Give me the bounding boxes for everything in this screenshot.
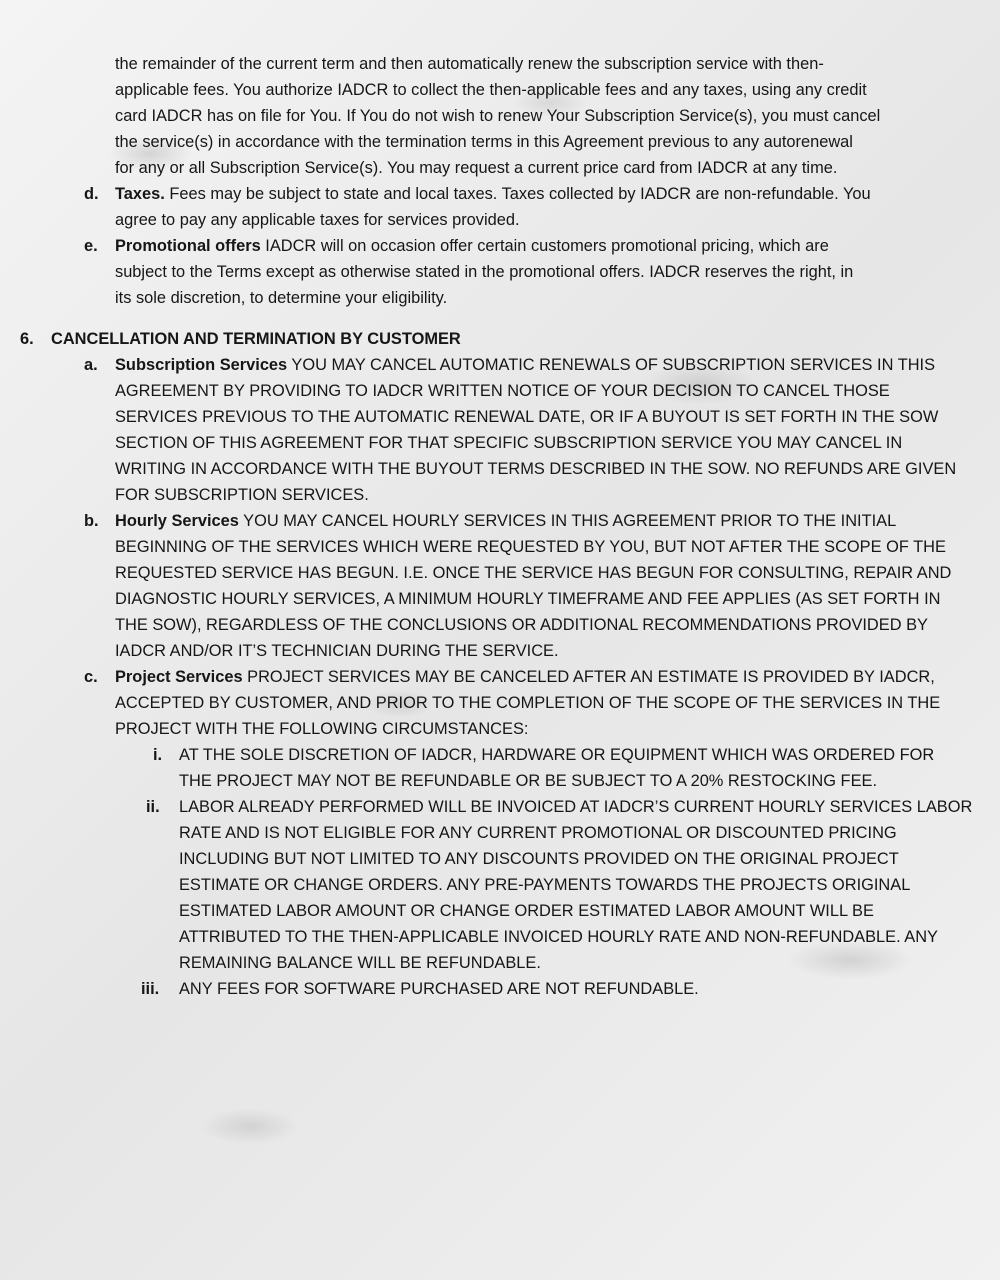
item-text: YOU MAY CANCEL HOURLY SERVICES IN THIS AGREEMENT PRIOR TO THE INITIAL xyxy=(238,512,897,530)
item-text: YOU MAY CANCEL AUTOMATIC RENEWALS OF SUBSCRIPTION SERVICES IN THIS xyxy=(287,356,936,374)
list-marker: e. xyxy=(84,237,98,255)
section-number: 6. xyxy=(20,330,34,348)
list-item-subscription-services xyxy=(115,352,935,378)
item-text: PROJECT SERVICES MAY BE CANCELED AFTER AN ESTIMATE IS PROVIDED BY IADCR, xyxy=(242,668,935,686)
paragraph-line: card IADCR has on file for You. If You do not wish to renew Your Subscription Service(s), you must cancel xyxy=(115,107,881,125)
paragraph-line: FOR SUBSCRIPTION SERVICES. xyxy=(115,486,369,504)
sublist-item-line: LABOR ALREADY PERFORMED WILL BE INVOICED AT IADCR’S CURRENT HOURLY SERVICES LABOR xyxy=(179,798,973,816)
paragraph-line: the service(s) in accordance with the termination terms in this Agreement previous to any autorenewal xyxy=(115,133,853,151)
sublist-marker: iii. xyxy=(141,980,160,998)
item-heading: Project Services xyxy=(115,668,243,686)
list-item-promotional-offers xyxy=(115,233,829,259)
paragraph-line: for any or all Subscription Service(s). You may request a current price card from IADCR at any time. xyxy=(115,159,838,177)
paragraph-line: SERVICES PREVIOUS TO THE AUTOMATIC RENEWAL DATE, OR IF A BUYOUT IS SET FORTH IN THE SOW xyxy=(115,408,939,426)
sublist-marker: ii. xyxy=(146,798,160,816)
sublist-item-line: INCLUDING BUT NOT LIMITED TO ANY DISCOUNTS PROVIDED ON THE ORIGINAL PROJECT xyxy=(179,850,899,868)
list-item-project-services xyxy=(115,664,935,690)
paragraph-line: applicable fees. You authorize IADCR to collect the then-applicable fees and any taxes, using any credit xyxy=(115,81,867,99)
section-heading: CANCELLATION AND TERMINATION BY CUSTOMER xyxy=(51,330,461,348)
sublist-item-line: ANY FEES FOR SOFTWARE PURCHASED ARE NOT REFUNDABLE. xyxy=(179,980,699,998)
paragraph-line: WRITING IN ACCORDANCE WITH THE BUYOUT TERMS DESCRIBED IN THE SOW. NO REFUNDS ARE GIVEN xyxy=(115,460,957,478)
list-item-taxes xyxy=(115,181,871,207)
paragraph-line: AGREEMENT BY PROVIDING TO IADCR WRITTEN NOTICE OF YOUR DECISION TO CANCEL THOSE xyxy=(115,382,890,400)
item-text: Fees may be subject to state and local taxes. Taxes collected by IADCR are non-refundable. You xyxy=(164,185,871,203)
paragraph-line: ACCEPTED BY CUSTOMER, AND PRIOR TO THE COMPLETION OF THE SCOPE OF THE SERVICES IN THE xyxy=(115,694,941,712)
sublist-item-line: REMAINING BALANCE WILL BE REFUNDABLE. xyxy=(179,954,541,972)
paragraph-line: the remainder of the current term and then automatically renew the subscription service with then- xyxy=(115,55,824,73)
item-heading: Subscription Services xyxy=(115,356,288,374)
sublist-marker: i. xyxy=(153,746,163,764)
sublist-item-line: AT THE SOLE DISCRETION OF IADCR, HARDWARE OR EQUIPMENT WHICH WAS ORDERED FOR xyxy=(179,746,935,764)
list-marker: d. xyxy=(84,185,99,203)
item-heading: Taxes. xyxy=(115,185,165,203)
item-text: IADCR will on occasion offer certain customers promotional pricing, which are xyxy=(260,237,829,255)
paragraph-line: BEGINNING OF THE SERVICES WHICH WERE REQUESTED BY YOU, BUT NOT AFTER THE SCOPE OF THE xyxy=(115,538,946,556)
sublist-item-line: ESTIMATE OR CHANGE ORDERS. ANY PRE-PAYMENTS TOWARDS THE PROJECTS ORIGINAL xyxy=(179,876,911,894)
paragraph-line: REQUESTED SERVICE HAS BEGUN. I.E. ONCE THE SERVICE HAS BEGUN FOR CONSULTING, REPAIR AND xyxy=(115,564,952,582)
paragraph-line: DIAGNOSTIC HOURLY SERVICES, A MINIMUM HOURLY TIMEFRAME AND FEE APPLIES (AS SET FORTH IN xyxy=(115,590,941,608)
paragraph-line: SECTION OF THIS AGREEMENT FOR THAT SPECIFIC SUBSCRIPTION SERVICE YOU MAY CANCEL IN xyxy=(115,434,903,452)
paragraph-line: IADCR AND/OR IT’S TECHNICIAN DURING THE SERVICE. xyxy=(115,642,559,660)
list-marker: c. xyxy=(84,668,98,686)
paragraph-line: PROJECT WITH THE FOLLOWING CIRCUMSTANCES: xyxy=(115,720,529,738)
sublist-item-line: THE PROJECT MAY NOT BE REFUNDABLE OR BE SUBJECT TO A 20% RESTOCKING FEE. xyxy=(179,772,877,790)
item-heading: Promotional offers xyxy=(115,237,261,255)
list-item-hourly-services xyxy=(115,508,896,534)
sublist-item-line: RATE AND IS NOT ELIGIBLE FOR ANY CURRENT PROMOTIONAL OR DISCOUNTED PRICING xyxy=(179,824,897,842)
list-marker: b. xyxy=(84,512,99,530)
sublist-item-line: ATTRIBUTED TO THE THEN-APPLICABLE INVOICED HOURLY RATE AND NON-REFUNDABLE. ANY xyxy=(179,928,938,946)
paragraph-line: agree to pay any applicable taxes for services provided. xyxy=(115,211,520,229)
list-marker: a. xyxy=(84,356,98,374)
item-heading: Hourly Services xyxy=(115,512,239,530)
paragraph-line: THE SOW), REGARDLESS OF THE CONCLUSIONS OR ADDITIONAL RECOMMENDATIONS PROVIDED BY xyxy=(115,616,928,634)
paragraph-line: its sole discretion, to determine your eligibility. xyxy=(115,289,448,307)
paragraph-line: subject to the Terms except as otherwise stated in the promotional offers. IADCR reserves the right, in xyxy=(115,263,854,281)
sublist-item-line: ESTIMATED LABOR AMOUNT OR CHANGE ORDER ESTIMATED LABOR AMOUNT WILL BE xyxy=(179,902,874,920)
